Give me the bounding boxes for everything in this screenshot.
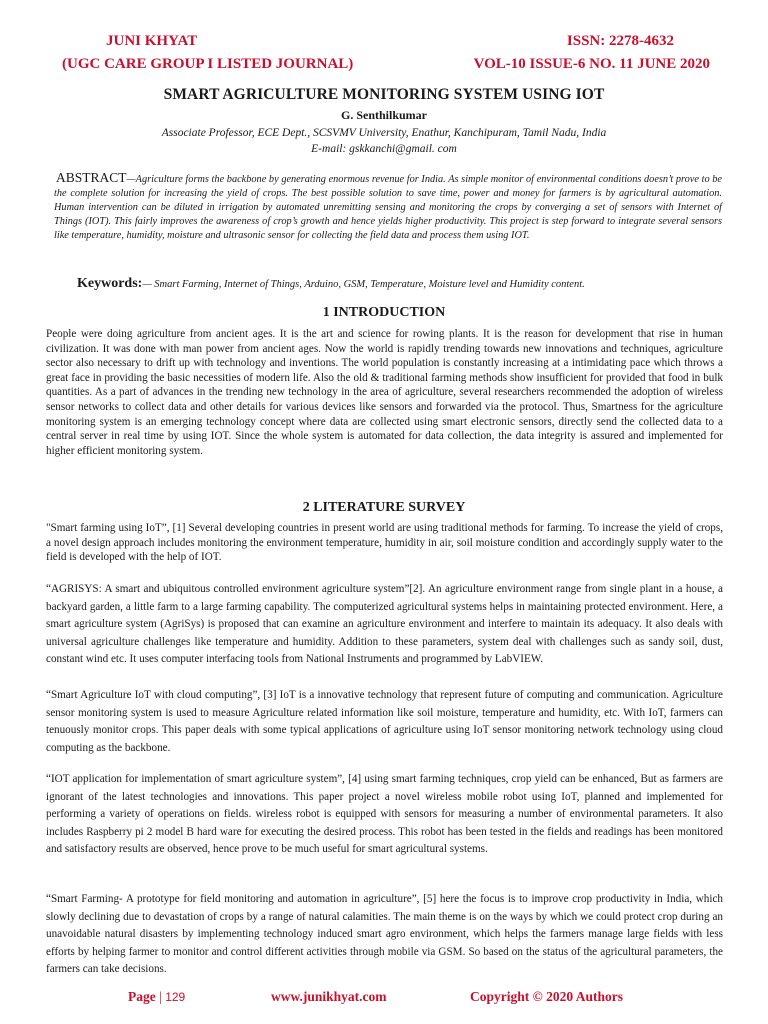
footer-website[interactable]: www.junikhyat.com xyxy=(271,989,387,1004)
abstract-label: ABSTRACT xyxy=(56,170,127,185)
paragraph-lit-1: "Smart farming using IoT”, [1] Several developing countries in present world are using traditional methods for farming. To increase the yield of crops, a novel design approach includes monitoring the environment temperature, humidity in air, soil moisture condition and accordingly supply water to the field is developed with the help of IOT. xyxy=(46,522,723,564)
journal-header-right xyxy=(410,30,710,76)
volume-issue: VOL-10 ISSUE-6 NO. 11 JUNE 2020 xyxy=(473,56,710,72)
abstract-dash: — xyxy=(126,174,136,185)
author-email: E-mail: gskkanchi@gmail. com xyxy=(311,143,457,155)
section-heading-literature-survey: 2 LITERATURE SURVEY xyxy=(302,500,466,515)
paragraph-lit-5: “Smart Farming- A prototype for field monitoring and automation in agriculture”, [5] here the focus is to improve crop productivity in India, which slowly declining due to devastation of crops by a range of natural calamities. The main theme is on the ways by which we could protect crop during an unavoidable natural disasters by implementing technology induced smart agro environment, which helps the farmers manage large fields with less efforts by helping farmer to monitor and control different activities through mobile via GSM. So based on the status of the agricultural parameters, the farmers can take decisions. xyxy=(46,893,723,976)
paragraph-lit-3: “Smart Agriculture IoT with cloud computing”, [3] IoT is a innovative technology that represent future of computing and communication. Agriculture sensor monitoring system is used to measure Agriculture related information like soil moisture, temperature and humidity, etc. With IoT, farmers can tenuously monitor crops. This paper deals with some typical applications of agriculture using IoT sensor monitoring network technology using cloud computing as the backbone. xyxy=(46,689,723,754)
keywords-label: Keywords: xyxy=(77,276,143,291)
affiliation: Associate Professor, ECE Dept., SCSVMV University, Enathur, Kanchipuram, Tamil Nadu, India xyxy=(161,127,607,139)
paper-title: SMART AGRICULTURE MONITORING SYSTEM USING IOT xyxy=(163,86,605,103)
author-name: G. Senthilkumar xyxy=(340,108,427,122)
journal-name: JUNI KHYAT xyxy=(106,33,198,49)
issn: ISSN: 2278-4632 xyxy=(566,33,674,49)
page-number: 129 xyxy=(165,990,186,1004)
footer-page xyxy=(128,989,185,1005)
keywords-dash: — xyxy=(142,279,152,290)
author-affiliation-block xyxy=(0,125,768,157)
page-label: Page xyxy=(128,989,156,1004)
paragraph-lit-4: “IOT application for implementation of smart agriculture system”, [4] using smart farming techniques, crop yield can be enhanced, But as farmers are ignorant of the latest technologies and innovations. This paper project a novel wireless mobile robot using IoT, planned and implemented for performing a variety of operations on fields. wireless robot is equipped with sensors for measuring a number of environmental parameters. It also includes Raspberry pi 2 model B hard ware for executing the desired process. This robot has been tested in the fields and readings has been monitored and satisfactory results are observed, hence prove to be much useful for smart agricultural systems. xyxy=(46,773,723,856)
page-separator: | xyxy=(159,989,162,1004)
paragraph-lit-2: “AGRISYS: A smart and ubiquitous controlled environment agriculture system”[2]. An agriculture environment range from single plant in a house, a backyard garden, a little farm to a large farming capability. The computerized agricultural systems helps in maintaining protected environment. Here, a smart agriculture system (AgriSys) is proposed that can examine an agriculture environment and interfere to maintain its adequacy. It also deals with universal agriculture challenges like temperature and humidity. Addition to these parameters, system deal with challenges such as sandy soil, dust, constant wind etc. It uses computer interfacing tools from National Instruments and programmed by LabVIEW. xyxy=(46,583,723,666)
paragraph-introduction: People were doing agriculture from ancient ages. It is the art and science for rowing plants. It is the reason for development that rise in human civilization. It was done with man power from ancient ages. Now the world is rapidly trending towards new innovations and techniques, agriculture sector also necessary to drift up with technology and inventions. The world population is constantly increasing at a intimidating pace which throws a great face in providing the basic necessities of modern life. Also the old & traditional farming methods show insufficient for provided that food in bulk quantities. As a part of advances in the trending new technology in the area of agriculture, several researchers recommended the adoption of wireless sensor networks to collect data and other details for various devices like sensors and forwarded via the protocol. Thus, Smartness for the agriculture monitoring system is an emerging technology concept where data are collected using smart electronic sensors, directly send the collected data to a central server in real time by using IOT. Since the whole system is automated for data collection, the data integrity is assured and implemented for higher efficient monitoring system. xyxy=(46,328,723,457)
section-heading-introduction: 1 INTRODUCTION xyxy=(322,305,446,320)
abstract xyxy=(54,171,722,243)
keywords-text: Smart Farming, Internet of Things, Arduino, GSM, Temperature, Moisture level and Humidity content. xyxy=(151,279,585,290)
journal-listing: (UGC CARE GROUP I LISTED JOURNAL) xyxy=(62,56,354,72)
abstract-text: Agriculture forms the backbone by generating enormous revenue for India. As simple monitor of environmental conditions doesn’t prove to be the complete solution for increasing the yield of crops. The best possible solution to save time, power and money for farmers is by agricultural automation. Human intervention can be diluted in irrigation by automated unremitting sensing and monitoring the crops by converging a set of sensors with Internet of Things (IOT). This fairly improves the awareness of crop’s growth and hence yields higher productivity. This project is step forward to integrate several sensors like temperature, humidity, moisture and ultrasonic sensor for collecting the field data and process them using IOT. xyxy=(54,174,722,241)
journal-header-left xyxy=(62,30,362,76)
keywords xyxy=(77,276,717,292)
footer-copyright: Copyright © 2020 Authors xyxy=(470,989,623,1004)
